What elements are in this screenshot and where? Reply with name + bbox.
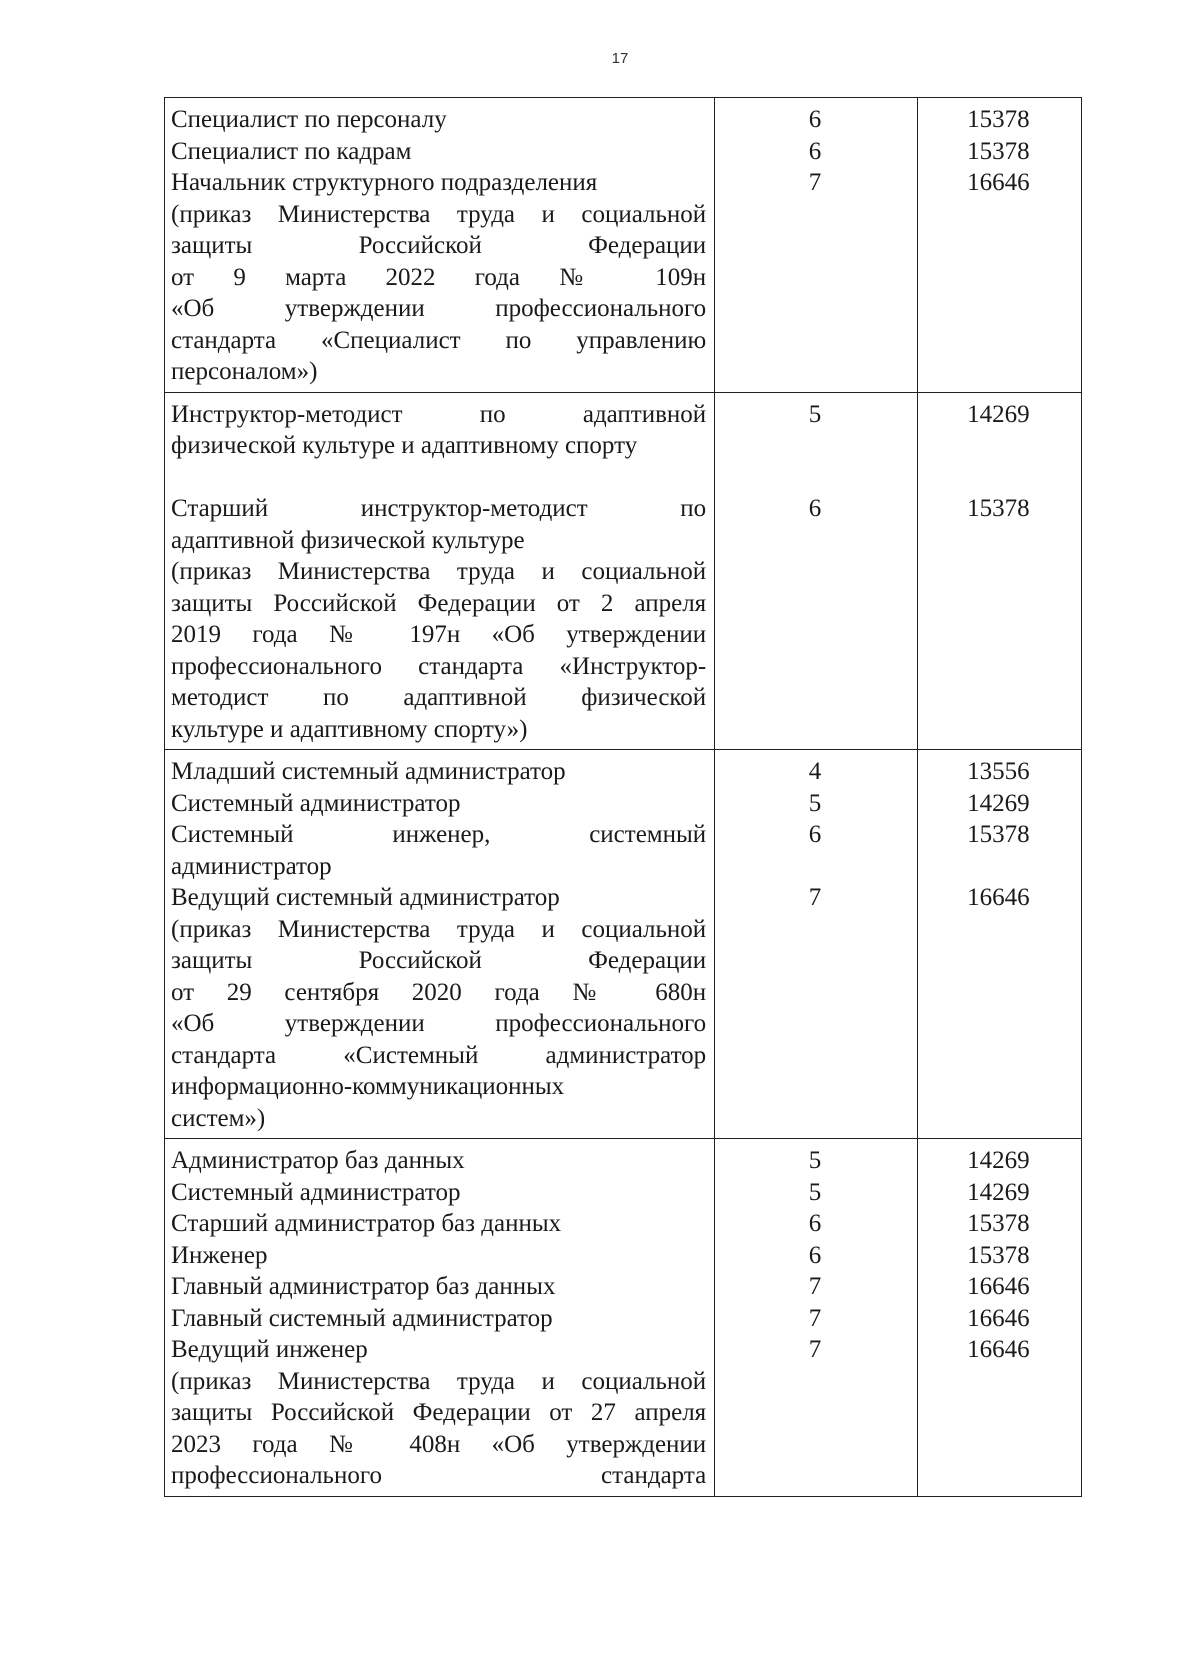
qualification-level-cell [715, 1139, 918, 1497]
salary-value: 16646 [967, 169, 1030, 196]
qualification-level: 5 [808, 400, 822, 428]
order-reference: культуре и адаптивному спорту») [171, 715, 528, 743]
position-title: Системный администратор [171, 789, 461, 817]
salary-value: 16646 [967, 1336, 1030, 1363]
position-title: Инструктор-методист по адаптивной [171, 400, 707, 428]
qualification-level: 5 [808, 1178, 822, 1206]
order-reference: (приказ Министерства труда и социальной [171, 200, 707, 228]
position-title: Главный администратор баз данных [171, 1273, 556, 1300]
qualification-level-cell [715, 392, 918, 750]
order-reference: (приказ Министерства труда и социальной [171, 558, 707, 585]
qualification-level: 6 [808, 495, 822, 522]
position-title: Старший администратор баз данных [171, 1210, 562, 1237]
order-reference: методист по адаптивной физической [171, 684, 707, 711]
position-titles-cell [165, 750, 715, 1139]
position-title: адаптивной физической культуре [171, 526, 525, 554]
order-reference: стандарта «Специалист по управлению [171, 326, 707, 354]
qualification-level: 7 [808, 169, 822, 196]
salary-value: 14269 [967, 1178, 1030, 1206]
order-reference: 2019 года № 197н «Об утверждении [171, 621, 707, 648]
order-reference: 2023 года № 408н «Об утверждении [171, 1430, 707, 1458]
order-reference: защиты Российской Федерации [171, 947, 707, 974]
salary-value: 15378 [967, 495, 1030, 522]
salary-value: 16646 [967, 1273, 1030, 1300]
position-title: Инженер [171, 1241, 268, 1269]
salary-value: 16646 [967, 1304, 1030, 1332]
position-titles-cell [165, 1139, 715, 1497]
order-reference: (приказ Министерства труда и социальной [171, 915, 707, 943]
position-title: Системный администратор [171, 1178, 461, 1206]
position-title: Администратор баз данных [171, 1147, 465, 1174]
qualification-level: 4 [808, 758, 822, 785]
salary-cell [917, 98, 1081, 393]
order-reference: профессионального стандарта [171, 1462, 707, 1489]
salary-value: 13556 [967, 758, 1030, 785]
position-title: Начальник структурного подразделения [171, 169, 598, 196]
order-reference: систем») [171, 1104, 266, 1132]
position-title: Старший инструктор-методист по [171, 495, 707, 522]
qualification-level-cell [715, 98, 918, 393]
salary-value: 15378 [967, 106, 1030, 133]
order-reference: профессионального стандарта «Инструктор- [171, 652, 707, 680]
order-reference: защиты Российской Федерации от 2 апреля [171, 589, 707, 617]
qualification-table [164, 97, 1082, 1497]
order-reference: «Об утверждении профессионального [171, 295, 707, 322]
salary-cell [917, 1139, 1081, 1497]
salary-value: 15378 [967, 821, 1030, 848]
position-title: Ведущий системный администратор [171, 884, 560, 911]
page-number: 17 [611, 50, 629, 67]
qualification-level: 7 [808, 884, 822, 911]
table-row [165, 98, 1082, 393]
order-reference: от 29 сентября 2020 года № 680н [171, 978, 707, 1006]
qualification-level: 5 [808, 789, 822, 817]
qualification-level: 7 [808, 1273, 822, 1300]
position-title: Ведущий инженер [171, 1336, 368, 1363]
order-reference: информационно-коммуникационных [171, 1073, 565, 1100]
table-row [165, 1139, 1082, 1497]
order-reference: (приказ Министерства труда и социальной [171, 1367, 707, 1395]
salary-value: 15378 [967, 1210, 1030, 1237]
position-title: Главный системный администратор [171, 1304, 553, 1332]
qualification-level: 6 [808, 821, 822, 848]
qualification-level: 6 [808, 1241, 822, 1269]
order-reference: «Об утверждении профессионального [171, 1010, 707, 1037]
salary-cell [917, 750, 1081, 1139]
salary-value: 14269 [967, 400, 1030, 428]
order-reference: стандарта «Системный администратор [171, 1041, 707, 1069]
qualification-level: 6 [808, 137, 822, 165]
order-reference: защиты Российской Федерации [171, 232, 707, 259]
salary-cell [917, 392, 1081, 750]
salary-value: 14269 [967, 789, 1030, 817]
salary-value: 15378 [967, 1241, 1030, 1269]
qualification-level: 7 [808, 1304, 822, 1332]
order-reference: защиты Российской Федерации от 27 апреля [171, 1399, 707, 1426]
table-row [165, 392, 1082, 750]
position-title: Специалист по кадрам [171, 137, 412, 165]
position-title: администратор [171, 852, 332, 880]
salary-value: 16646 [967, 884, 1030, 911]
qualification-level: 7 [808, 1336, 822, 1363]
position-title: Системный инженер, системный [171, 821, 707, 848]
order-reference: от 9 марта 2022 года № 109н [171, 263, 707, 291]
position-title: Специалист по персоналу [171, 106, 447, 133]
salary-value: 14269 [967, 1147, 1030, 1174]
position-titles-cell [165, 392, 715, 750]
salary-value: 15378 [967, 137, 1030, 165]
order-reference: персоналом») [171, 358, 318, 385]
position-title: Младший системный администратор [171, 758, 566, 785]
table-row [165, 750, 1082, 1139]
qualification-level: 5 [808, 1147, 822, 1174]
position-title: физической культуре и адаптивному спорту [171, 432, 638, 459]
qualification-level-cell [715, 750, 918, 1139]
position-titles-cell [165, 98, 715, 393]
qualification-level: 6 [808, 106, 822, 133]
qualification-level: 6 [808, 1210, 822, 1237]
